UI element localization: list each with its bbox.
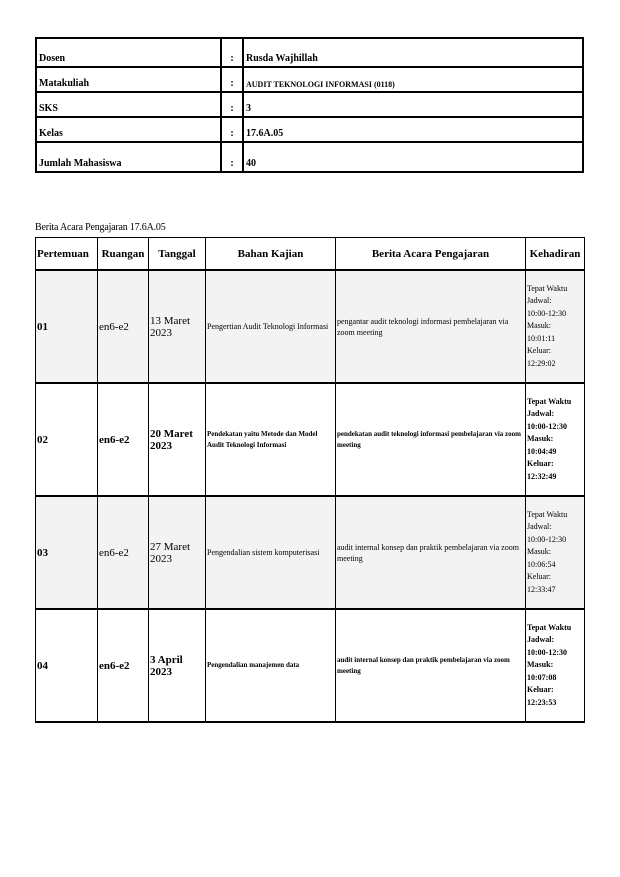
course-info-table bbox=[35, 37, 584, 173]
info-value: AUDIT TEKNOLOGI INFORMASI (0118) bbox=[243, 67, 583, 92]
table-header-row bbox=[36, 238, 585, 271]
cell-berita-acara: pendekatan audit teknologi informasi pembelajaran via zoom meeting bbox=[336, 383, 526, 496]
info-label: Jumlah Mahasiswa bbox=[36, 142, 221, 172]
cell-kehadiran bbox=[526, 496, 585, 609]
cell-tanggal: 3 April 2023 bbox=[149, 609, 206, 722]
cell-bahan-kajian: Pengendalian sistem komputerisasi bbox=[206, 496, 336, 609]
info-label: SKS bbox=[36, 92, 221, 117]
kehadiran-value: 12:29:02 bbox=[527, 358, 556, 368]
header-pertemuan: Pertemuan bbox=[36, 238, 98, 271]
cell-berita-acara: audit internal konsep dan praktik pembelajaran via zoom meeting bbox=[336, 496, 526, 609]
info-row-kelas bbox=[36, 117, 583, 142]
info-colon: : bbox=[221, 38, 243, 67]
cell-ruangan: en6-e2 bbox=[98, 383, 149, 496]
kehadiran-label: Jadwal: bbox=[527, 635, 555, 645]
info-value: Rusda Wajhillah bbox=[243, 38, 583, 67]
header-tanggal: Tanggal bbox=[149, 238, 206, 271]
kehadiran-value: 10:00-12:30 bbox=[527, 421, 567, 431]
info-value: 17.6A.05 bbox=[243, 117, 583, 142]
kehadiran-value: 12:32:49 bbox=[527, 471, 557, 481]
table-row bbox=[36, 496, 585, 609]
cell-ruangan: en6-e2 bbox=[98, 270, 149, 383]
table-row bbox=[36, 270, 585, 383]
kehadiran-label: Keluar: bbox=[527, 685, 554, 695]
kehadiran-value: 12:23:53 bbox=[527, 697, 557, 707]
info-colon: : bbox=[221, 67, 243, 92]
kehadiran-label: Jadwal: bbox=[527, 409, 555, 419]
header-berita-acara: Berita Acara Pengajaran bbox=[336, 238, 526, 271]
kehadiran-status: Tepat Waktu bbox=[527, 622, 572, 632]
kehadiran-value: 10:01:11 bbox=[527, 333, 556, 343]
info-value: 40 bbox=[243, 142, 583, 172]
attendance-table bbox=[35, 237, 585, 723]
kehadiran-label: Jadwal: bbox=[527, 296, 552, 306]
cell-kehadiran bbox=[526, 383, 585, 496]
cell-berita-acara: audit internal konsep dan praktik pembelajaran via zoom meeting bbox=[336, 609, 526, 722]
cell-pertemuan: 03 bbox=[36, 496, 98, 609]
info-colon: : bbox=[221, 117, 243, 142]
kehadiran-label: Masuk: bbox=[527, 434, 554, 444]
info-label: Matakuliah bbox=[36, 67, 221, 92]
table-row bbox=[36, 609, 585, 722]
header-ruangan: Ruangan bbox=[98, 238, 149, 271]
table-caption: Berita Acara Pengajaran 17.6A.05 bbox=[35, 222, 166, 233]
table-row bbox=[36, 383, 585, 496]
cell-pertemuan: 01 bbox=[36, 270, 98, 383]
cell-tanggal: 27 Maret 2023 bbox=[149, 496, 206, 609]
info-row-sks bbox=[36, 92, 583, 117]
kehadiran-value: 10:00-12:30 bbox=[527, 534, 567, 544]
cell-bahan-kajian: Pengertian Audit Teknologi Informasi bbox=[206, 270, 336, 383]
info-colon: : bbox=[221, 142, 243, 172]
kehadiran-label: Keluar: bbox=[527, 572, 551, 582]
cell-berita-acara: pengantar audit teknologi informasi pembelajaran via zoom meeting bbox=[336, 270, 526, 383]
kehadiran-label: Masuk: bbox=[527, 321, 551, 331]
cell-pertemuan: 04 bbox=[36, 609, 98, 722]
info-label: Kelas bbox=[36, 117, 221, 142]
header-kehadiran: Kehadiran bbox=[526, 238, 585, 271]
info-colon: : bbox=[221, 92, 243, 117]
kehadiran-status: Tepat Waktu bbox=[527, 396, 572, 406]
cell-bahan-kajian: Pendekatan yaitu Metode dan Model Audit Teknologi Informasi bbox=[206, 383, 336, 496]
kehadiran-label: Masuk: bbox=[527, 660, 554, 670]
cell-pertemuan: 02 bbox=[36, 383, 98, 496]
info-row-matakuliah bbox=[36, 67, 583, 92]
kehadiran-label: Keluar: bbox=[527, 459, 554, 469]
cell-ruangan: en6-e2 bbox=[98, 609, 149, 722]
cell-kehadiran bbox=[526, 270, 585, 383]
header-bahan-kajian: Bahan Kajian bbox=[206, 238, 336, 271]
info-row-dosen bbox=[36, 38, 583, 67]
kehadiran-value: 10:00-12:30 bbox=[527, 308, 567, 318]
kehadiran-value: 10:00-12:30 bbox=[527, 647, 567, 657]
cell-tanggal: 20 Maret 2023 bbox=[149, 383, 206, 496]
cell-kehadiran bbox=[526, 609, 585, 722]
kehadiran-label: Masuk: bbox=[527, 547, 551, 557]
cell-ruangan: en6-e2 bbox=[98, 496, 149, 609]
kehadiran-value: 12:33:47 bbox=[527, 584, 556, 594]
cell-bahan-kajian: Pengendalian manajemen data bbox=[206, 609, 336, 722]
kehadiran-label: Jadwal: bbox=[527, 522, 552, 532]
info-label: Dosen bbox=[36, 38, 221, 67]
kehadiran-status: Tepat Waktu bbox=[527, 283, 568, 293]
info-value: 3 bbox=[243, 92, 583, 117]
kehadiran-value: 10:04:49 bbox=[527, 446, 557, 456]
cell-tanggal: 13 Maret 2023 bbox=[149, 270, 206, 383]
kehadiran-value: 10:07:08 bbox=[527, 672, 557, 682]
kehadiran-value: 10:06:54 bbox=[527, 559, 556, 569]
kehadiran-label: Keluar: bbox=[527, 346, 551, 356]
kehadiran-status: Tepat Waktu bbox=[527, 509, 568, 519]
info-row-jumlah bbox=[36, 142, 583, 172]
